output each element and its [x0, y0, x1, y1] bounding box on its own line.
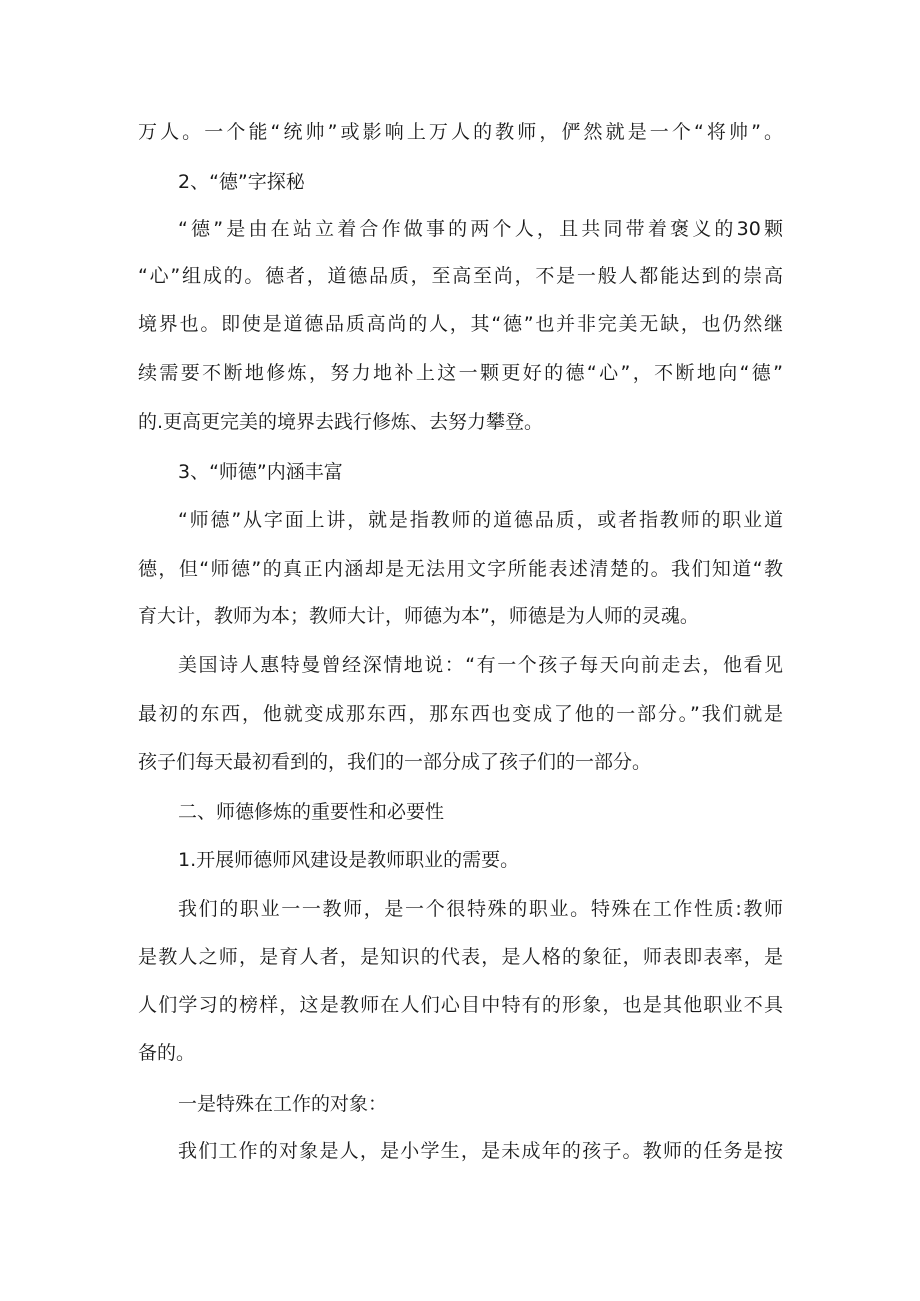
paragraph-line: 是教人之师，是育人者，是知识的代表，是人格的象征，师表即表率，是 [138, 946, 783, 968]
paragraph-line: “心”组成的。德者，道德品质，至高至尚，不是一般人都能达到的崇高 [138, 265, 783, 287]
section-heading: 3、“师德”内涵丰富 [178, 461, 343, 483]
subsection-heading: 1.开展师德师风建设是教师职业的需要。 [178, 849, 520, 871]
paragraph-line: 万人。一个能“统帅”或影响上万人的教师，俨然就是一个“将帅”。 [138, 121, 783, 143]
paragraph-line: 育大计，教师为本；教师大计，师德为本”，师德是为人师的灵魂。 [138, 605, 699, 627]
section-heading: 2、“德”字探秘 [178, 171, 305, 193]
paragraph-line: 备的。 [138, 1042, 196, 1064]
paragraph-line: “德”是由在站立着合作做事的两个人，且共同带着褒义的30颗 [178, 218, 783, 240]
paragraph-line: 的.更高更完美的境界去践行修炼、去努力攀登。 [138, 411, 544, 433]
paragraph-line: 孩子们每天最初看到的，我们的一部分成了孩子们的一部分。 [138, 751, 652, 773]
paragraph-line: 境界也。即使是道德品质高尚的人，其“德”也并非完美无缺，也仍然继 [138, 313, 783, 335]
section-heading: 二、师德修炼的重要性和必要性 [178, 801, 445, 823]
paragraph-line: 续需要不断地修炼，努力地补上这一颗更好的德“心”，不断地向“德” [138, 362, 783, 384]
paragraph-line: 一是特殊在工作的对象： [178, 1093, 388, 1115]
paragraph-line: 我们工作的对象是人，是小学生，是未成年的孩子。教师的任务是按 [178, 1140, 783, 1162]
paragraph-line: 最初的东西，他就变成那东西，那东西也变成了他的一部分。”我们就是 [138, 703, 783, 725]
paragraph-line: 德，但“师德”的真正内涵却是无法用文字所能表述清楚的。我们知道“教 [138, 558, 783, 580]
paragraph-line: “师德”从字面上讲，就是指教师的道德品质，或者指教师的职业道 [178, 509, 783, 531]
paragraph-line: 我们的职业一一教师，是一个很特殊的职业。特殊在工作性质:教师 [178, 898, 783, 920]
paragraph-line: 人们学习的榜样，这是教师在人们心目中特有的形象，也是其他职业不具 [138, 994, 783, 1016]
paragraph-line: 美国诗人惠特曼曾经深情地说：“有一个孩子每天向前走去，他看见 [178, 654, 783, 676]
